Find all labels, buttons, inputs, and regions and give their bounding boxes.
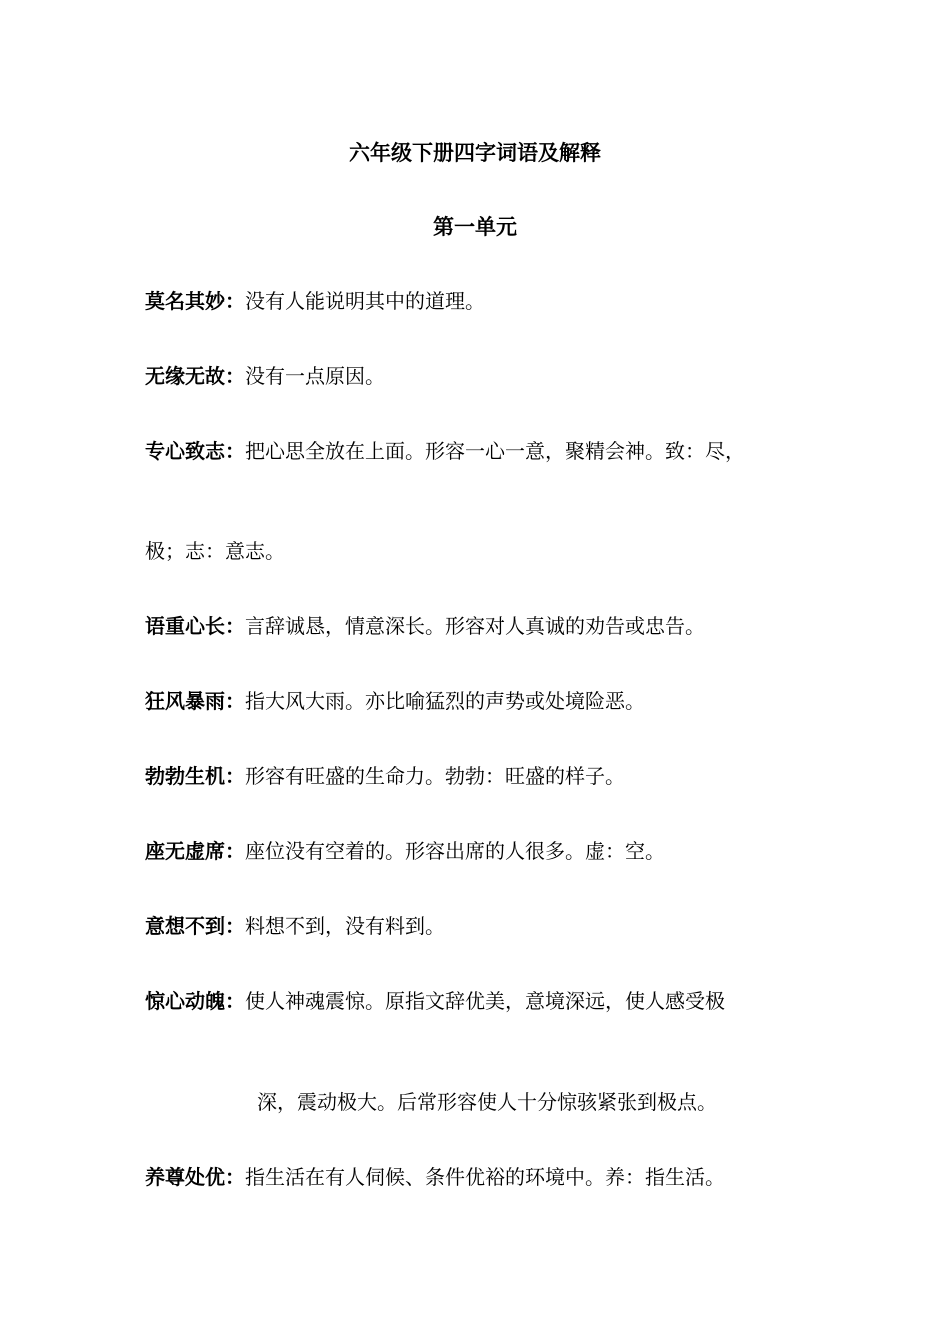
entry-line — [145, 987, 725, 1015]
entry-definition: 没有一点原因。 — [245, 364, 385, 388]
entry-separator: ： — [225, 439, 245, 463]
entry-term: 无缘无故 — [145, 364, 225, 388]
entry-separator: ： — [225, 289, 245, 313]
entry-line — [145, 437, 745, 465]
entry-line — [145, 687, 645, 715]
entry-definition: 形容有旺盛的生命力。勃勃：旺盛的样子。 — [245, 764, 625, 788]
entry-separator: ： — [225, 614, 245, 638]
entry-separator: ： — [225, 839, 245, 863]
entry-separator: ： — [225, 364, 245, 388]
entry-line — [145, 1163, 725, 1191]
entry-line — [145, 612, 705, 640]
entry-line — [145, 287, 485, 315]
entry-separator: ： — [225, 689, 245, 713]
unit-heading: 第一单元 — [433, 214, 517, 239]
entry-term: 座无虚席 — [145, 839, 225, 863]
entry-separator: ： — [225, 1165, 245, 1189]
entry-term: 意想不到 — [145, 914, 225, 938]
entry-continuation: 深，震动极大。后常形容使人十分惊骇紧张到极点。 — [257, 1090, 717, 1114]
entry-term: 莫名其妙 — [145, 289, 225, 313]
entry-line — [145, 762, 625, 790]
entry-term: 勃勃生机 — [145, 764, 225, 788]
entry-continuation: 极；志：意志。 — [145, 539, 285, 563]
entry-separator: ： — [225, 764, 245, 788]
entry-definition: 言辞诚恳，情意深长。形容对人真诚的劝告或忠告。 — [245, 614, 705, 638]
entry-separator: ： — [225, 989, 245, 1013]
entry-term: 专心致志 — [145, 439, 225, 463]
entry-line — [145, 912, 445, 940]
entry-definition: 料想不到，没有料到。 — [245, 914, 445, 938]
entry-separator: ： — [225, 914, 245, 938]
entry-definition: 座位没有空着的。形容出席的人很多。虚：空。 — [245, 839, 665, 863]
entry-term: 惊心动魄 — [145, 989, 225, 1013]
entry-term: 狂风暴雨 — [145, 689, 225, 713]
entry-term: 语重心长 — [145, 614, 225, 638]
entry-definition: 使人神魂震惊。原指文辞优美，意境深远，使人感受极 — [245, 989, 725, 1013]
entry-definition: 把心思全放在上面。形容一心一意，聚精会神。致：尽， — [245, 439, 745, 463]
entry-definition: 指大风大雨。亦比喻猛烈的声势或处境险恶。 — [245, 689, 645, 713]
document-title: 六年级下册四字词语及解释 — [349, 140, 601, 165]
entry-definition: 没有人能说明其中的道理。 — [245, 289, 485, 313]
entry-line — [145, 837, 665, 865]
entry-line — [145, 362, 385, 390]
entry-term: 养尊处优 — [145, 1165, 225, 1189]
entry-definition: 指生活在有人伺候、条件优裕的环境中。养：指生活。 — [245, 1165, 725, 1189]
